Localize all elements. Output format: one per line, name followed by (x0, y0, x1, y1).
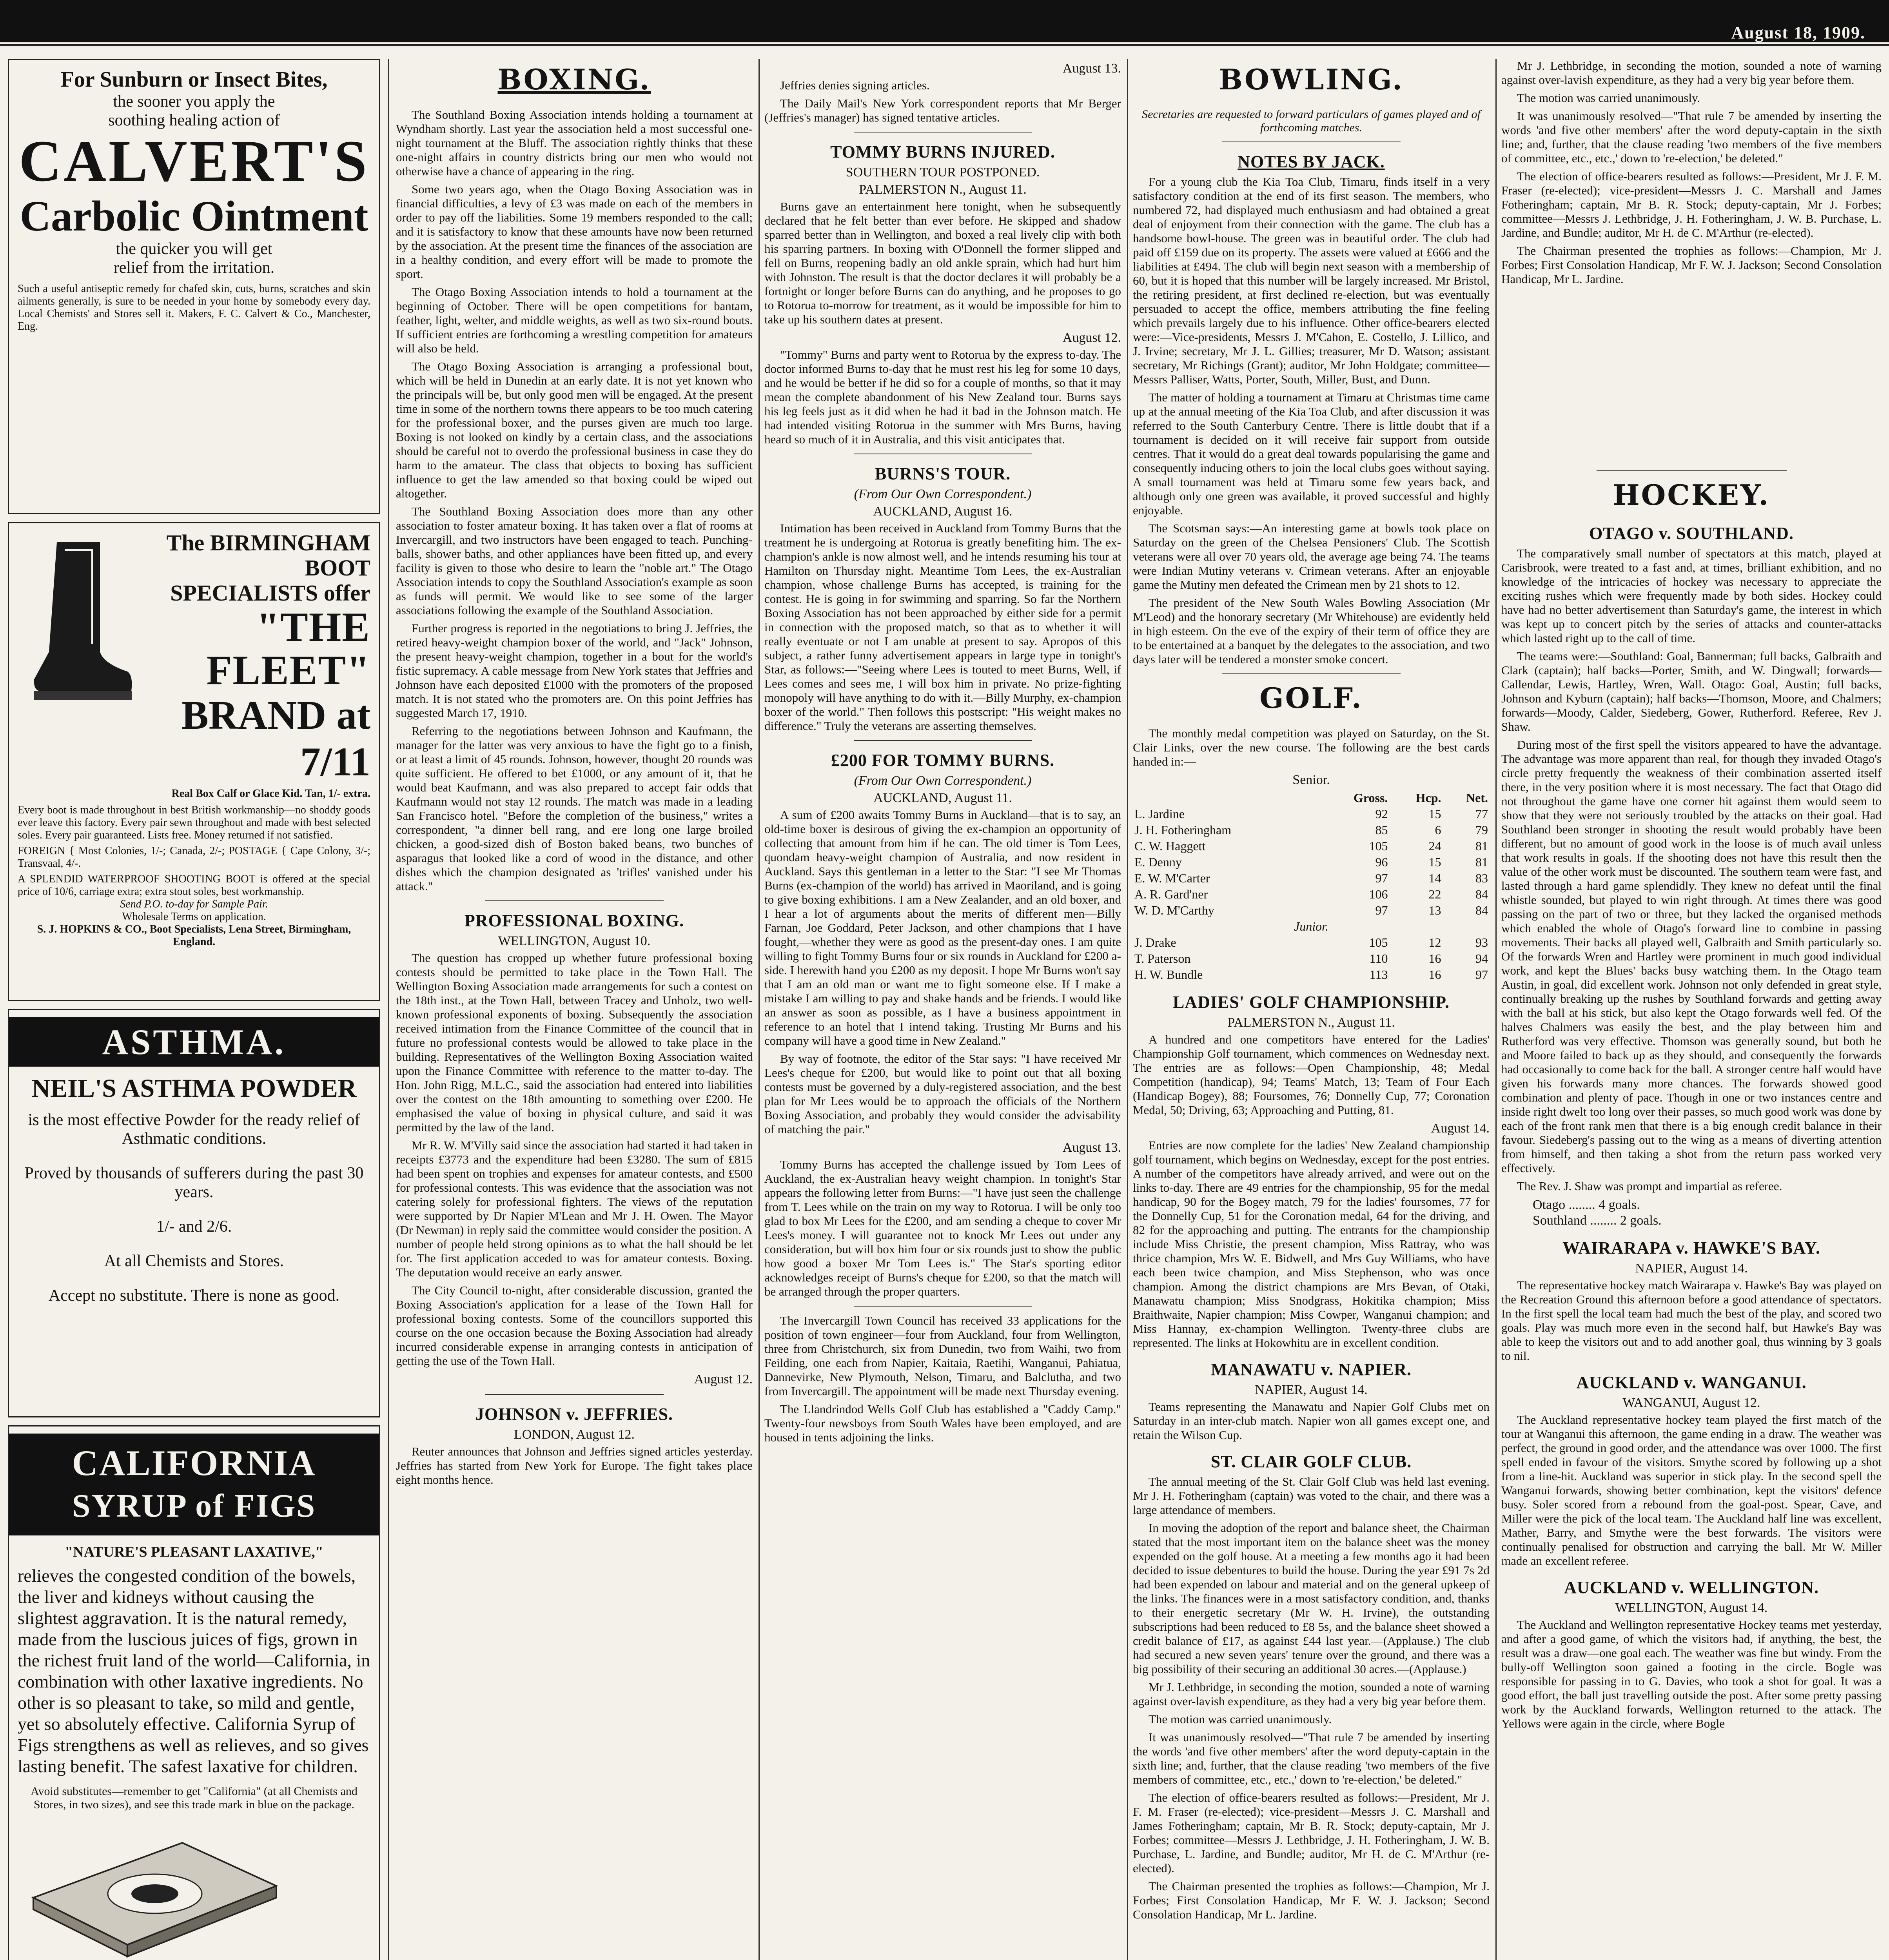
issue-date: August 18, 1909. (1731, 23, 1865, 42)
column-divider (1127, 59, 1128, 1960)
paragraph: The question has cropped up whether future professional boxing contests should be permitted to take place in the Town Hall. The Wellington Boxing Association made arrangements for such a contest on the 18th inst., at the Town Hall, between Tracey and Unholz, two well-known professional exponents of boxing. Subsequently the association received intimation from the Finance Committee of the council that in future no professional contests would be allowed to take place in the building. Representatives of the Wellington Boxing Association waited upon the Finance Committee with reference to the matter to-day. The Hon. John Rigg, M.L.C., said the association had entered into liabilities over the contest on the 18th amounting to something over £200. He emphasised the value of boxing in physical culture, and said it was permitted by the law of the land. (396, 951, 753, 1134)
paragraph: The representative hockey match Wairarapa v. Hawke's Bay was played on the Recreation Ground this afternoon before a good attendance of spectators. In the first spell the local team had much the best of the play, and scored two goals. Play was much more even in the second half, but Hawke's Bay was able to keep the visitors out and to add another goal, thus winning by 3 goals to nil. (1501, 1278, 1882, 1363)
hockey-heading: HOCKEY. (1613, 478, 1770, 512)
table-row (1133, 935, 1490, 951)
auckland-wellington-dateline: WELLINGTON, August 14. (1615, 1601, 1768, 1615)
burns-paragraphs2 (764, 348, 1121, 446)
paragraph: The election of office-bearers resulted as follows:—President, Mr J. F. M. Fraser (re-elected); vice-president—Messrs J. C. Marshall and James Fotheringham; captain, Mr B. R. Stock; deputy-captain, Mr J. Forbes; committee—Messrs J. Lethbridge, J. H. Fotheringham, J. W. B. Purchase, L. Jardine, and Bundle; auditor, Mr H. de C. M'Arthur (re-elected). (1133, 1791, 1490, 1875)
burns-tour-byline: (From Our Own Correspondent.) (854, 487, 1032, 501)
paragraph: The Otago Boxing Association intends to hold a tournament at the beginning of October. There will be open competitions for bantam, feather, light, welter, and middle weights, as well as two six-round bouts. If sufficient entries are forthcoming a wrestling competition for amateurs will also be held. (396, 285, 753, 355)
boot-send: Send P.O. to-day for Sample Pair. (120, 898, 268, 910)
otago-southland-result (1533, 1197, 1882, 1229)
boot-body: Every boot is made throughout in best British workmanship—no shoddy goods ever leave this factory. Every pair sewn throughout and made with best selected soles. Every pair guaranteed. Lists free. Money returned if not satisfied. (18, 804, 370, 841)
table-cell: 84 (1475, 903, 1488, 917)
result-row-otago: Otago ........ 4 goals. (1533, 1198, 1640, 1212)
paragraph: Jeffries denies signing articles. (780, 78, 930, 92)
table-row (1133, 838, 1490, 854)
paragraph: By way of footnote, the editor of the Star says: "I have received Mr Lees's cheque for £200, but would like to point out that all boxing contests must be governed by a duly-registered association, and the best plan for Mr Lees would be to approach the officials of the Northern Boxing Association, and probably they would consider the advisability of matching the pair." (764, 1052, 1121, 1136)
calvert-line3: soothing healing action of (108, 111, 280, 129)
paragraph: The Auckland and Wellington representative Hockey teams met yesterday, and after a good game, of which the visitors had, if anything, the best, the result was a draw—one goal each. The weather was fine but windy. From the bully-off Wellington soon gained a footing in the circle. Bogle was responsible for passing in to G. Davies, who took a shot for goal. It was a good effort, the ball just travelling outside the post. After some pretty passing work by the Auckland forwards, Wellington returned to the attack. The Yellows were again in the circle, where Bogle (1501, 1618, 1882, 1730)
ladies-golf-paragraphs2 (1133, 1138, 1490, 1350)
table-cell: 13 (1428, 903, 1441, 917)
ladies-golf-date2: August 14. (1431, 1121, 1490, 1136)
table-cell: 16 (1428, 967, 1441, 982)
boxing-column (396, 59, 753, 1960)
burns-challenge-paragraphs (764, 808, 1121, 1136)
paragraph: The Southland Boxing Association intends holding a tournament at Wyndham shortly. Last year the association held a most successful one-night tournament at the Bluff. The association rightly thinks that these one-night affairs in country districts bring our men who would not otherwise have a chance of appearing in the ring. (396, 108, 753, 178)
table-cell: 83 (1475, 871, 1488, 885)
paragraph: The matter of holding a tournament at Timaru at Christmas time came up at the annual meeting of the Kia Toa Club, and after discussion it was referred to the South Canterbury Centre. There is little doubt that if a tournament is decided on it will receive fair support from outside centres. That it would do a great deal towards popularising the game and consequently inducing others to join the local clubs goes without saying. A small tournament was held at Timaru some few years back, and although only one green was available, it proved successful and highly enjoyable. (1133, 390, 1490, 517)
paragraph: Burns gave an entertainment here tonight, when he subsequently declared that he felt better than ever before. He skipped and shadow sparred better than in Wellington, and boxed a real lively clip with both his sparring partners. In boxing with O'Donnell the former slipped and fell on Burns, reopening badly an old ankle sprain, which had hurt him with Johnston. The result is that the doctor declares it will probably be a fortnight or longer before Burns can do anything, and he proposes to go to Rotorua to-morrow for treatment, as it would be impossible for him to take up his southern dates at present. (764, 200, 1121, 326)
paragraph: The City Council to-night, after considerable discussion, granted the Boxing Association's application for a lease of the Town Hall for professional boxing contests. Some of the councillors supported this course on the one occasion because the Boxing Association had already incurred considerable expense in arranging contests in anticipation of getting the use of the Town Hall. (396, 1283, 753, 1368)
burns-paragraphs3 (764, 1158, 1121, 1299)
st-clair-heading: ST. CLAIR GOLF CLUB. (1210, 1452, 1412, 1471)
table-row (1133, 902, 1490, 918)
burns-column (764, 59, 1121, 1960)
california-avoid: Avoid substitutes—remember to get "California" (at all Chemists and Stores, in two sizes), and see this trade mark in blue on the package. (31, 1785, 357, 1811)
asthma-where: At all Chemists and Stores. (104, 1252, 284, 1270)
boot-maker: S. J. HOPKINS & CO., Boot Specialists, Lena Street, Birmingham, England. (37, 923, 351, 948)
boot-advert (8, 522, 380, 1001)
table-row (1133, 822, 1490, 838)
paragraph: Entries are now complete for the ladies' New Zealand championship golf tournament, which begins on Wednesday, except for the post entries. A number of the competitors have already arrived, and were out on the links to-day. There are 49 entries for the championship, 95 for the medal handicap, 90 for the Bogey match, 79 for the ladies' foursomes, 77 for the Donnelly Cup, 51 for the Coronation medal, 64 for the driving, and 82 for the approaching and putting. The entrants for the championship include Miss Christie, the present champion, Miss Rattray, who was thrice champion, Mrs W. E. Bidwell, and Mrs Guy Williams, who have each been twice champion, and Miss Stephenson, who was once champion. Among the district champions are Mrs Bevan, of Otaki, Manawatu champion; Miss Snodgrass, Hokitika champion; Miss Braithwaite, Napier champion; Miss Cowper, Wanganui champion; and Miss Hannay, ex-champion Wellington. Twenty-three clubs are represented. The links at Hokowhitu are in excellent condition. (1133, 1138, 1490, 1350)
separator (854, 740, 1032, 741)
paragraph: Referring to the negotiations between Johnson and Kaufmann, the manager for the latter was very anxious to have the fight go to a finish, or at least a limit of 45 rounds. Johnson, however, thought 20 rounds was quite sufficient. He offered to bet £1000, or any amount of it, that he would beat Kaufmann, and was also prepared to accept fair odds that Kaufmann would not stay 12 rounds. The match was made in a leading San Francisco hotel. "Before the completion of the business," writes a correspondent, "a dinner bell rang, and ere long one large broiled chicken, a good-sized dish of Boston baked beans, two bunches of asparagus that looked like a cord of wood in the distance, and other dishes which the champion designated as 'trifles' vanished under his attack." (396, 724, 753, 893)
manawatu-dateline: NAPIER, August 14. (1255, 1383, 1368, 1397)
california-tagline: "NATURE'S PLEASANT LAXATIVE," (65, 1544, 323, 1560)
asthma-line1: is the most effective Powder for the ready relief of Asthmatic conditions. (28, 1111, 360, 1148)
bowling-paragraphs (1133, 175, 1490, 666)
burns-subheading: SOUTHERN TOUR POSTPONED. (846, 165, 1040, 180)
table-cell: H. W. Bundle (1134, 967, 1203, 982)
johnson-jeffries-dateline: LONDON, August 12. (514, 1427, 635, 1442)
column-divider (759, 59, 760, 1960)
paragraph: Tommy Burns has accepted the challenge issued by Tom Lees of Auckland, the ex-Australian heavy weight champion. In tonight's Star appears the following letter from Burns:—"I have just seen the challenge from T. Lees while on the train on my way to Rotorua. I will be only too glad to box Mr Lees for the £200, and am sending a cheque to cover Mr Lees's money. I will guarantee not to knock Mr Lees out under any consideration, but will box him four or six rounds just to show the public how good a boxer Mr Tom Lees is." The Star's sporting editor acknowledges receipt of Burns's cheque for £200, so that the match will be arranged through the proper quarters. (764, 1158, 1121, 1298)
table-cell: 96 (1375, 855, 1388, 869)
golf-medal-table (1133, 790, 1490, 983)
burns-tour-heading: BURNS'S TOUR. (875, 464, 1011, 483)
table-cell: W. D. M'Carthy (1134, 903, 1214, 917)
separator (854, 1306, 1032, 1307)
table-cell: 97 (1475, 967, 1488, 982)
golf-senior-label: Senior. (1292, 773, 1330, 787)
column-divider (388, 59, 389, 1960)
california-logo-line1: CALIFORNIA (72, 1443, 316, 1483)
misc-paragraphs (764, 1314, 1121, 1445)
paragraph: The Chairman presented the trophies as follows:—Champion, Mr J. Forbes; First Consolation Handicap, Mr F. W. J. Jackson; Second Consolation Handicap, Mr L. Jardine. (1133, 1879, 1490, 1921)
paragraph: Intimation has been received in Auckland from Tommy Burns that the treatment he is undergoing at Rotorua is greatly benefiting him. The ex-champion's ankle is now almost well, and he intends resuming his tour at Hamilton on Thursday night. Meantime Tom Lees, the ex-Australian champion, whose challenge Burns has accepted, is training for the contest. He is going in for swimming and sparring. So far the Northern Boxing Association has not been approached by either side for a permit in connection with the proposed match, so that as to whether it will really eventuate or not I am unable at present to say. Apropos of this subject, a rather funny advertisement appears in large type in tonight's Star, as follows:—"Seeing where Lees is touted to meet Burns, Well, if Lees comes and sees me, I will box him in private. No prize-fighting monopoly will have anything to do with it.—Billy Murphy, ex-champion boxer of the world." Then follows this postscript: "His weight makes no difference." Truly the veterans are asserting themselves. (764, 521, 1121, 733)
paragraph: A sum of £200 awaits Tommy Burns in Auckland—that is to say, an old-time boxer is desirous of giving the ex-champion an opportunity of collecting that amount from him if he can. The old timer is Tom Lees, quondam heavy-weight champion of Australia, and now resident in Auckland. Says this gentleman in a letter to the Star: "I see Mr Thomas Burns (ex-champion of the world) has arrived in Maoriland, and is going to give boxing exhibitions. I am a New Zealander, and an old boxer, and I hear a lot of arguments about the merits of different men—Billy Farnan, Joe Goddard, Peter Jackson, and other champions that I have fought,—whether they were as good as the present-day ones. I am quite willing to fight Tommy Burns four or six rounds in Auckland for £200 a-side. I herewith hand you £200 as my deposit. I hope Mr Burns won't say that I am an old man or want me to fight someone else. If I make a mistake I am willing to pay and shake hands and be friends. I would like an answer as soon as possible, as I have a business appointment in reference to an hotel that I intend taking. Trusting Mr Burns and his company will have a good time in New Zealand." (764, 808, 1121, 1047)
separator (1597, 470, 1787, 471)
asthma-product: NEIL'S ASTHMA POWDER (31, 1074, 357, 1103)
paragraph: The Auckland representative hockey team played the first match of the tour at Wanganui this afternoon, the game ending in a draw. The weather was perfect, the ground in good order, and the attendance was over 1000. The first spell ended in favour of the visitors. Smythe scored by following up a shot from a line-hit. Auckland was superior in stick play. In the second spell the Wanganui forwards, showing better combination, kept the visitors' defence busy. Soler scored from a rebound from the goal-post. Spear, Cave, and Miller were the pick of the local team. The Auckland half line was excellent, Mather, Barry, and Smythe were the best forwards. The visitors were continually penalised for obstruction and carrying the ball. Mr W. Miller made an excellent referee. (1501, 1413, 1882, 1568)
table-cell: 6 (1435, 823, 1441, 837)
paragraph: Some two years ago, when the Otago Boxing Association was in financial difficulties, a levy of £3 was made on each of the members in order to pay off the liabilities. Some 19 members responded to the call; and it is satisfactory to know that these amounts have now been returned by the association. At the present time the finances of the association are in a healthy condition, and every effort will be made to promote the sport. (396, 182, 753, 281)
paragraph: Mr J. Lethbridge, in seconding the motion, sounded a note of warning against over-lavish expenditure, as they had a very big year before them. (1501, 59, 1882, 87)
asthma-accept: Accept no substitute. There is none as good. (48, 1287, 340, 1305)
separator (485, 1394, 664, 1395)
table-cell: 92 (1375, 807, 1388, 821)
st-clair-paragraphs (1133, 1475, 1490, 1922)
ladies-golf-dateline: PALMERSTON N., August 11. (1227, 1015, 1395, 1030)
boot-illustration (18, 530, 135, 713)
ladies-golf-paragraphs (1133, 1033, 1490, 1117)
burns-challenge-byline: (From Our Own Correspondent.) (854, 773, 1032, 788)
auckland-wanganui-paragraphs (1501, 1413, 1882, 1568)
table-cell: 15 (1428, 807, 1441, 821)
calvert-line1: For Sunburn or Insect Bites, (60, 67, 328, 92)
paragraph: The Southland Boxing Association does more than any other association to foster amateur boxing. It has taken over a flat of rooms at Invercargill, and two instructors have been engaged to teach. Punching-balls, shower baths, and other appliances have been fitted up, and every facility is given to those who desire to learn the "noble art." The Otago Association intends to copy the Southland Association's example as soon as funds will permit. We would like to see some of the larger associations following the example of the Southland Association. (396, 505, 753, 617)
boot-wholesale: Wholesale Terms on application. (122, 911, 266, 923)
boot-waterproof: A SPLENDID WATERPROOF SHOOTING BOOT is offered at the special price of 10/6, carriage extra; extra stout soles, best workmanship. (18, 873, 370, 898)
calvert-line2: the sooner you apply the (113, 93, 275, 111)
burns-date3: August 13. (1062, 1140, 1121, 1155)
wairarapa-heading: WAIRARAPA v. HAWKE'S BAY. (1562, 1238, 1820, 1258)
california-body: relieves the congested condition of the bowels, the liver and kidneys without causing the slightest aggravation. It is the natural remedy, made from the luscious juices of figs, grown in the richest fruit land of the world—California, in combination with other laxative ingredients. No other is so pleasant to take, so mild and gentle, yet so absolutely effective. California Syrup of Figs strengthens as well as relieves, and so gives lasting benefit. The safest laxative for children. (18, 1566, 370, 1776)
johnson-jeffries-paragraphs (396, 1445, 753, 1487)
paragraph: Further progress is reported in the negotiations to bring J. Jeffries, the retired heavy-weight champion boxer of the world, and "Jack" Johnson, the present heavy-weight champion, together in a bout for the world's fistic supremacy. A cable message from New York states that Jeffries and Johnson have each deposited £1000 with the promoters of the proposed match. It is not stated who the promoters are. On this point Jeffries has suggested March 17, 1910. (396, 621, 753, 720)
calvert-body: Such a useful antiseptic remedy for chafed skin, cuts, burns, scratches and skin ailments generally, is sure to be needed in your home by somebody every day. Local Chemists' and Stores sell it. Makers, F. C. Calvert & Co., Manchester, Eng. (18, 283, 370, 332)
golf-col-handicap: Hcp. (1415, 791, 1441, 805)
burns-challenge-heading: £200 FOR TOMMY BURNS. (831, 751, 1055, 770)
paragraph: The motion was carried unanimously. (1517, 91, 1700, 105)
table-cell: L. Jardine (1134, 807, 1185, 821)
boot-icon (25, 534, 135, 707)
table-cell: 81 (1475, 839, 1488, 853)
table-cell: 84 (1475, 887, 1488, 901)
paragraph: The Llandrindod Wells Golf Club has established a "Caddy Camp." Twenty-four newsboys from South Wales have been employed, and are housed in tents adjoining the links. (764, 1402, 1121, 1444)
paragraph: For a young club the Kia Toa Club, Timaru, finds itself in a very satisfactory condition at the end of its first season. The members, who numbered 72, had displayed much enthusiasm and had obtained a great deal of enjoyment from their connection with the game. The club has a handsome bowl-house. The green was in beautiful order. The club had paid off £159 due on its property. The assets were valued at £666 and the liabilities at £494. The club will begin next season with a membership of 60, but it is hoped that this number will be largely increased. Mr Bristol, the retiring president, at first declined re-election, but was eventually persuaded to accept the office, members attributing the fine feeling which prevails largely due to his influence. Other office-bearers elected were:—Vice-presidents, Messrs J. M'Cahon, E. Costello, J. Lillico, and J. Irvine; secretary, Mr J. L. Gillies; treasurer, Mr D. Watson; assistant secretary, Mr Richings (Grant); auditor, Mr John Holdgate; committee—Messrs Palliser, Watts, Porter, South, Miller, Bust, and Dunn. (1133, 175, 1490, 386)
paragraph: The election of office-bearers resulted as follows:—President, Mr J. F. M. Fraser (re-elected); vice-president—Messrs J. C. Marshall and James Fotheringham; captain, Mr B. R. Stock; deputy-captain, Mr J. Forbes; committee—Messrs J. Lethbridge, J. H. Fotheringham, J. W. B. Purchase, L. Jardine, and Bundle; auditor, Mr H. de C. M'Arthur (re-elected). (1501, 169, 1882, 240)
paragraph: It was unanimously resolved—"That rule 7 be amended by inserting the words 'and five other members' after the word deputy-captain in the sixth line; and, further, that the clause reading 'two members of the five members of committee, etc., etc.,' down to 're-election,' be deleted." (1501, 109, 1882, 165)
st-clair-continued-paragraphs (1501, 59, 1882, 286)
burns-tour-paragraphs (764, 521, 1121, 733)
burns-tour-dateline: AUCKLAND, August 16. (873, 504, 1013, 519)
golf-senior-rows (1133, 806, 1490, 918)
table-cell: 97 (1375, 903, 1388, 917)
manawatu-heading: MANAWATU v. NAPIER. (1211, 1360, 1412, 1379)
paragraph: The Rev. J. Shaw was prompt and impartial as referee. (1517, 1179, 1782, 1193)
table-row (1133, 951, 1490, 967)
paragraph: Reuter announces that Johnson and Jeffries signed articles yesterday. Jeffries has started from New York for Europe. The fight takes place eight months hence. (396, 1445, 753, 1486)
calvert-advert (8, 59, 380, 514)
johnson-jeffries-heading: JOHNSON v. JEFFRIES. (475, 1405, 673, 1424)
table-cell: 113 (1369, 967, 1388, 982)
table-cell: 14 (1428, 871, 1441, 885)
table-cell: A. R. Gard'ner (1134, 887, 1208, 901)
table-row (1133, 854, 1490, 870)
asthma-price: 1/- and 2/6. (156, 1218, 232, 1236)
manawatu-paragraphs (1133, 1400, 1490, 1442)
paragraph: It was unanimously resolved—"That rule 7 be amended by inserting the words 'and five other members' after the word deputy-captain in the sixth line; and, further, that the clause reading 'two members of the five members of committee, etc., etc.,' down to 're-election,' be deleted." (1133, 1730, 1490, 1786)
paragraph: The president of the New South Wales Bowling Association (Mr M'Leod) and the honorary secretary (Mr Whitehouse) are evidently held in high esteem. On the eve of the expiry of their term of office they are to be entertained at a banquet by the delegates to the association, and two days later will be tendered a monster smoke concert. (1133, 596, 1490, 666)
table-row (1133, 967, 1490, 983)
paragraph: The Chairman presented the trophies as follows:—Champion, Mr J. Forbes; First Consolation Handicap, Mr F. W. J. Jackson; Second Consolation Handicap, Mr L. Jardine. (1501, 244, 1882, 286)
table-cell: J. Drake (1134, 935, 1176, 949)
column-divider (1495, 59, 1497, 1960)
paragraph: The Invercargill Town Council has received 33 applications for the position of town engineer—four from Auckland, four from Wellington, three from Christchurch, six from Dunedin, two from Waihi, two from Feilding, one each from Napier, Kaitaia, Raetihi, Wanganui, Pahiatua, Dannevirke, New Plymouth, Nelson, Timaru, and Balclutha, and two from Invercargill. The appointment will be made next Thursday evening. (764, 1314, 1121, 1398)
jj-date2: August 13. (1062, 61, 1121, 76)
boot-brand-price: BRAND at 7/11 (181, 693, 370, 784)
syrup-package-icon (18, 1819, 292, 1960)
california-logo-line2: SYRUP of FIGS (72, 1488, 316, 1524)
paragraph: Mr J. Lethbridge, in seconding the motion, sounded a note of warning against over-lavish expenditure, as they had a very big year before them. (1133, 1680, 1490, 1708)
bowling-notes-heading: NOTES BY JACK. (1238, 152, 1385, 171)
boot-material: Real Box Calf or Glace Kid. Tan, 1/- extra. (171, 788, 370, 800)
table-cell: 77 (1475, 807, 1488, 821)
paragraph: The annual meeting of the St. Clair Golf Club was held last evening. Mr J. H. Fotheringham (captain) was voted to the chair, and there was a large attendance of members. (1133, 1475, 1490, 1517)
paragraph: The Scotsman says:—An interesting game at bowls took place on Saturday on the green of the Chelsea Pensioners' Club. The Scottish veterans were all over 70 years old, the average age being 74. The teams were Indian Mutiny veterans v. Crimean veterans. After an enjoyable game the Mutiny men defeated the Crimean men by 21 shots to 12. (1133, 521, 1490, 592)
asthma-line2: Proved by thousands of sufferers during the past 30 years. (24, 1164, 364, 1201)
otago-southland-heading: OTAGO v. SOUTHLAND. (1589, 524, 1794, 543)
jj-paragraphs2 (764, 78, 1121, 125)
table-cell: E. Denny (1134, 855, 1182, 869)
burns-paragraphs (764, 200, 1121, 327)
paragraph: Mr R. W. M'Villy said since the association had started it had taken in receipts £3773 and the expenditure had been £3280. The sum of £815 had been spent on trophies and expenses for amateur contests, and £500 for professional contests. This was evidence that the association was not catering solely for professional fighters. The views of the reputation were supported by Dr Napier M'Lean and Mr J. H. Owen. The Mayor (Dr Newman) in reply said the committee would consider the position. A number of people held strong opinions as to what the hall should be let for. The first application acceded to was for amateur contests. Boxing. The deputation would receive an early answer. (396, 1138, 753, 1279)
california-syrup-advert (8, 1425, 380, 1960)
wairarapa-paragraphs (1501, 1278, 1882, 1363)
table-row (1133, 806, 1490, 822)
table-cell: 106 (1369, 887, 1388, 901)
paragraph: The motion was carried unanimously. (1149, 1712, 1332, 1726)
table-cell: 110 (1369, 951, 1388, 965)
boot-fleet: "THE FLEET" (206, 604, 370, 693)
table-cell: 12 (1428, 935, 1441, 949)
paragraph: During most of the first spell the visitors appeared to have the advantage. The advantage was more apparent than real, for though they invaded Otago's circle pretty frequently the weakness of their combination asserted itself there, in the very position where it is most necessary. The fact that Otago did not throughout the game have one corner hit against them would seem to show that they were not seriously troubled by the attacks on their goal. Had Southland been stronger in shooting the result would probably have been different, but no amount of good work in the loose is of much avail unless that work results in goals. If the shooting does not have this result then the value of the other work must be discounted. The southern team were fast, and lasted through a hard game splendidly. They knew no defeat until the final whistle sounded, but played to win right through. At times there was good passing on the part of two or three, but they lacked the organised methods which enabled the whole of Otago's forward line to combine in passing movements. Their backs all played well, Galbraith and Smith particularly so. Of the forwards Wren and Hartley were prominent in much good individual work, and kept the Blues' backs busy watching them. In the Otago team Austin, in goal, did excellent work. Johnson not only defended in great style, continually breaking up the rushes by Southland forwards and getting away with the ball at his stick, but also kept the Otago forwards well fed. Of the halves Chalmers was easily the best, and the play between him and Rutherford was very effective. Thomson was generally sound, but both he and Moore failed to back up as they should, and consequently the forwards had occasionally to come back for the ball. A stronger centre half would have given his forwards many more chances. The forwards showed good combination and plenty of pace. Though in one or two instances centre and inside right dwelt too long over their passes, so much good work was done by each of the front rank men that there is a big enough credit balance in their favour. Siedeberg's passing out to the wing as a means of diverting attention from himself, and then taking a shot from the return pass worked very effectively. (1501, 738, 1882, 1175)
table-row (1133, 886, 1490, 902)
calvert-brand: CALVERT'S (19, 129, 369, 194)
table-cell: 105 (1369, 839, 1388, 853)
burns-dateline: PALMERSTON N., August 11. (859, 182, 1027, 197)
paragraph: "Tommy" Burns and party went to Rotorua by the express to-day. The doctor informed Burns to-day that he must rest his leg for some 10 days, and he would be better if he did so for a couple of months, so that it may mean the complete abandonment of his New Zealand tour. Burns says his leg feels just as it did when he had it bad in the Johnson match. He had intended visiting Rotorua in the summer with Mrs Burns, having heard so much of it in Australia, and this visit anticipates that. (764, 348, 1121, 446)
bowling-note: Secretaries are requested to forward particulars of games played and of forthcoming matches. (1142, 108, 1481, 134)
paragraph: In moving the adoption of the report and balance sheet, the Chairman stated that the most important item on the balance sheet was the money expended on the golf house. At a meeting a few months ago it had been decided to issue debentures to build the house. During the year £91 7s 2d had been expended on labour and material and on the general upkeep of the links. The finances were in a most satisfactory condition, and, thanks to their energetic secretary (Mr W. H. Irvine), the outstanding subscriptions had been reduced to £8 5s, and the balance sheet showed a credit balance of £17, as against £44 last year.—(Applause.) The club had secured a new seven years' tenure over the ground, and there was a big possibility of their securing an additional 30 acres.—(Applause.) (1133, 1521, 1490, 1676)
table-cell: 93 (1475, 935, 1488, 949)
table-cell: 22 (1428, 887, 1441, 901)
top-rule (0, 44, 1889, 46)
burns-date2: August 12. (1062, 330, 1121, 345)
boxing-heading: BOXING. (497, 63, 651, 96)
golf-col-name (1133, 790, 1319, 806)
paragraph: A hundred and one competitors have entered for the Ladies' Championship Golf tournament, which commences on Wednesday next. The entries are as follows:—Open Championship, 48; Medal Competition (handicap), 94; Teams' Match, 13; Team of Four Each (Handicap Bogey), 88; Foursomes, 76; Donnelly Cup, 77; Coronation Medal, 50; Driving, 63; Approaching and Putting, 81. (1133, 1033, 1490, 1117)
burns-challenge-dateline: AUCKLAND, August 11. (873, 791, 1012, 805)
otago-southland-paragraphs (1501, 546, 1882, 1193)
golf-table-header (1133, 790, 1490, 806)
golf-junior-rows (1133, 935, 1490, 983)
st-clair-continued (1501, 59, 1882, 451)
pro-boxing-heading: PROFESSIONAL BOXING. (464, 911, 684, 930)
pro-boxing-date2: August 12. (694, 1372, 753, 1387)
wairarapa-dateline: NAPIER, August 14. (1635, 1261, 1748, 1276)
advert-column (8, 59, 380, 1960)
calvert-line4: the quicker you will get (116, 240, 272, 258)
ladies-golf-heading: LADIES' GOLF CHAMPIONSHIP. (1172, 993, 1450, 1012)
table-cell: 81 (1475, 855, 1488, 869)
paragraph: The Daily Mail's New York correspondent reports that Mr Berger (Jeffries's manager) has signed tentative articles. (764, 96, 1121, 124)
table-cell: 79 (1475, 823, 1488, 837)
golf-intro: The monthly medal competition was played on Saturday, on the St. Clair Links, over the new course. The following are the best cards handed in:— (1133, 726, 1490, 768)
pro-boxing-paragraphs (396, 951, 753, 1368)
table-cell: C. W. Haggett (1134, 839, 1206, 853)
paragraph: The comparatively small number of spectators at this match, played at Carisbrook, were treated to a fast and, at times, brilliant exhibition, and no knowledge of the intricacies of hockey was necessary to appreciate the exciting rushes which were frequently made by both sides. Hockey could have had no better advertisement than Saturday's game, the interest in which was kept up to concert pitch by the series of attacks and counter-attacks which lasted right up to the call of time. (1501, 546, 1882, 645)
table-cell: 24 (1428, 839, 1441, 853)
table-cell: 85 (1375, 823, 1388, 837)
golf-heading: GOLF. (1259, 681, 1363, 715)
result-row-southland: Southland ........ 2 goals. (1533, 1213, 1662, 1228)
boot-line2: SPECIALISTS offer (170, 580, 370, 606)
boxing-paragraphs (396, 108, 753, 893)
asthma-advert (8, 1009, 380, 1417)
golf-col-net: Net. (1466, 791, 1488, 805)
table-cell: T. Paterson (1134, 951, 1191, 965)
boot-postage: FOREIGN { Most Colonies, 1/-; Canada, 2/-; POSTAGE { Cape Colony, 3/-; Transvaal, 4/-. (18, 845, 370, 869)
golf-junior-row (1133, 918, 1490, 935)
table-cell: 16 (1428, 951, 1441, 965)
table-cell: E. W. M'Carter (1134, 871, 1210, 885)
auckland-wellington-paragraphs (1501, 1618, 1882, 1731)
paragraph: The teams were:—Southland: Goal, Bannerman; full backs, Galbraith and Clark (captain); half backs—Porter, Smith, and W. Dingwall; forwards—Callendar, Lewis, Hartley, Wren, Wall. Otago: Goal, Austin; full backs, Johnson and Kyburn (captain); half backs—Thomson, Moore, and Chalmers; forwards—Moody, Calder, Siedeberg, Gower, Rutherford. Referee, Rev J. Shaw. (1501, 649, 1882, 733)
golf-junior-label: Junior. (1294, 919, 1328, 933)
auckland-wanganui-heading: AUCKLAND v. WANGANUI. (1576, 1373, 1807, 1392)
separator (1222, 673, 1401, 674)
pro-boxing-dateline: WELLINGTON, August 10. (498, 934, 651, 948)
california-logo (9, 1434, 379, 1535)
paragraph: The Otago Boxing Association is arranging a professional bout, which will be held in Dunedin at an early date. It is not yet known who the principals will be, but only good men will be engaged. At the present time in some of the northern towns there appears to be too much catering for the professional boxer, and the purses given are much too large. Boxing is not looked on kindly by a certain class, and the associations should be careful not to overdo the professional business in case they do harm to the amateur. The class that objects to boxing has sufficient influence to get the law amended so that boxing could be wiped out altogether. (396, 359, 753, 500)
table-row (1133, 870, 1490, 886)
calvert-product: Carbolic Ointment (20, 192, 368, 240)
boot-line1: The BIRMINGHAM BOOT (166, 530, 370, 581)
paragraph: Teams representing the Manawatu and Napier Golf Clubs met on Saturday in an inter-club match. Napier won all games except one, and retain the Wilson Cup. (1133, 1400, 1490, 1442)
table-cell: 105 (1369, 935, 1388, 949)
auckland-wanganui-dateline: WANGANUI, August 12. (1622, 1396, 1760, 1410)
separator (485, 900, 664, 901)
auckland-wellington-heading: AUCKLAND v. WELLINGTON. (1564, 1578, 1819, 1597)
calvert-line5: relief from the irritation. (113, 259, 275, 277)
burns-injured-heading: TOMMY BURNS INJURED. (830, 142, 1055, 162)
bowling-golf-column (1133, 59, 1490, 1960)
masthead (0, 0, 1889, 42)
table-cell: J. H. Fotheringham (1134, 823, 1232, 837)
table-cell: 97 (1375, 871, 1388, 885)
table-cell: 94 (1475, 951, 1488, 965)
asthma-heading: ASTHMA. (9, 1017, 379, 1067)
bowling-heading: BOWLING. (1219, 63, 1404, 96)
golf-col-gross: Gross. (1354, 791, 1388, 805)
table-cell: 15 (1428, 855, 1441, 869)
